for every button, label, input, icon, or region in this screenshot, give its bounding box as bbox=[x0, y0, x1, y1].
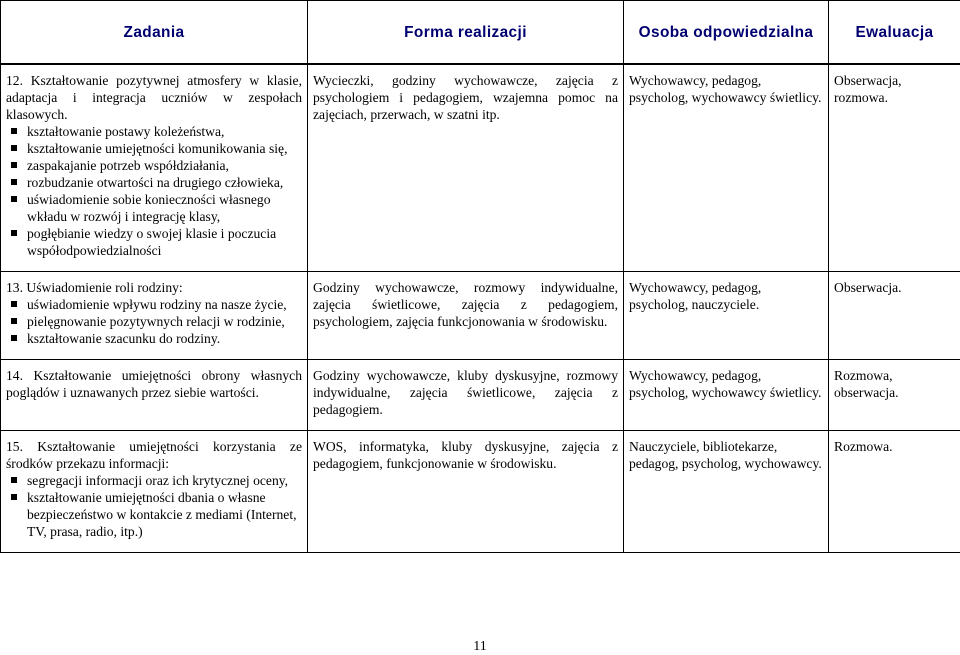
task-cell bbox=[1, 64, 308, 272]
table-row bbox=[1, 431, 960, 553]
person-cell: Nauczyciele, bibliotekarze, pedagog, psycholog, wychowawcy. bbox=[624, 431, 829, 553]
header-osoba-odpowiedzialna: Osoba odpowiedzialna bbox=[624, 1, 829, 65]
header-ewaluacja: Ewaluacja bbox=[829, 1, 960, 65]
task-title: 13. Uświadomienie roli rodziny: bbox=[6, 279, 302, 296]
header-forma-realizacji: Forma realizacji bbox=[308, 1, 624, 65]
evaluation-cell: Obserwacja, rozmowa. bbox=[829, 64, 960, 272]
task-list bbox=[6, 296, 302, 347]
list-item: pogłębianie wiedzy o swojej klasie i poczucia współodpowiedzialności bbox=[6, 225, 302, 259]
task-cell bbox=[1, 360, 308, 431]
evaluation-cell: Rozmowa. bbox=[829, 431, 960, 553]
table-row bbox=[1, 360, 960, 431]
list-item: uświadomienie sobie konieczności własnego wkładu w rozwój i integrację klasy, bbox=[6, 191, 302, 225]
page-number: 11 bbox=[0, 639, 960, 655]
task-title: 15. Kształtowanie umiejętności korzystania ze środków przekazu informacji: bbox=[6, 438, 302, 472]
person-cell: Wychowawcy, pedagog, psycholog, wychowawcy świetlicy. bbox=[624, 360, 829, 431]
task-cell bbox=[1, 431, 308, 553]
person-cell: Wychowawcy, pedagog, psycholog, nauczyciele. bbox=[624, 272, 829, 360]
evaluation-cell: Rozmowa, obserwacja. bbox=[829, 360, 960, 431]
table-row bbox=[1, 272, 960, 360]
form-cell: WOS, informatyka, kluby dyskusyjne, zajęcia z pedagogiem, funkcjonowanie w środowisku. bbox=[308, 431, 624, 553]
list-item: segregacji informacji oraz ich krytycznej oceny, bbox=[6, 472, 302, 489]
list-item: kształtowanie umiejętności komunikowania się, bbox=[6, 140, 302, 157]
list-item: zaspakajanie potrzeb współdziałania, bbox=[6, 157, 302, 174]
header-row bbox=[1, 1, 960, 65]
person-cell: Wychowawcy, pedagog, psycholog, wychowawcy świetlicy. bbox=[624, 64, 829, 272]
evaluation-cell: Obserwacja. bbox=[829, 272, 960, 360]
list-item: rozbudzanie otwartości na drugiego człowieka, bbox=[6, 174, 302, 191]
task-list bbox=[6, 472, 302, 540]
task-title: 12. Kształtowanie pozytywnej atmosfery w klasie, adaptacja i integracja uczniów w zespołach klasowych. bbox=[6, 72, 302, 123]
form-cell: Wycieczki, godziny wychowawcze, zajęcia z psychologiem i pedagogiem, wzajemna pomoc na zajęciach, przerwach, w szatni itp. bbox=[308, 64, 624, 272]
list-item: pielęgnowanie pozytywnych relacji w rodzinie, bbox=[6, 313, 302, 330]
task-cell bbox=[1, 272, 308, 360]
list-item: kształtowanie szacunku do rodziny. bbox=[6, 330, 302, 347]
task-title: 14. Kształtowanie umiejętności obrony własnych poglądów i uznawanych przez siebie wartości. bbox=[6, 367, 302, 401]
form-cell: Godziny wychowawcze, kluby dyskusyjne, rozmowy indywidualne, zajęcia świetlicowe, zajęcia z pedagogiem. bbox=[308, 360, 624, 431]
table-row bbox=[1, 64, 960, 272]
list-item: kształtowanie umiejętności dbania o własne bezpieczeństwo w kontakcie z mediami (Internet, TV, prasa, radio, itp.) bbox=[6, 489, 302, 540]
list-item: uświadomienie wpływu rodziny na nasze życie, bbox=[6, 296, 302, 313]
list-item: kształtowanie postawy koleżeństwa, bbox=[6, 123, 302, 140]
form-cell: Godziny wychowawcze, rozmowy indywidualne, zajęcia świetlicowe, zajęcia z pedagogiem, psychologiem, zajęcia funkcjonowania w środowisku. bbox=[308, 272, 624, 360]
header-zadania: Zadania bbox=[1, 1, 308, 65]
task-list bbox=[6, 123, 302, 259]
